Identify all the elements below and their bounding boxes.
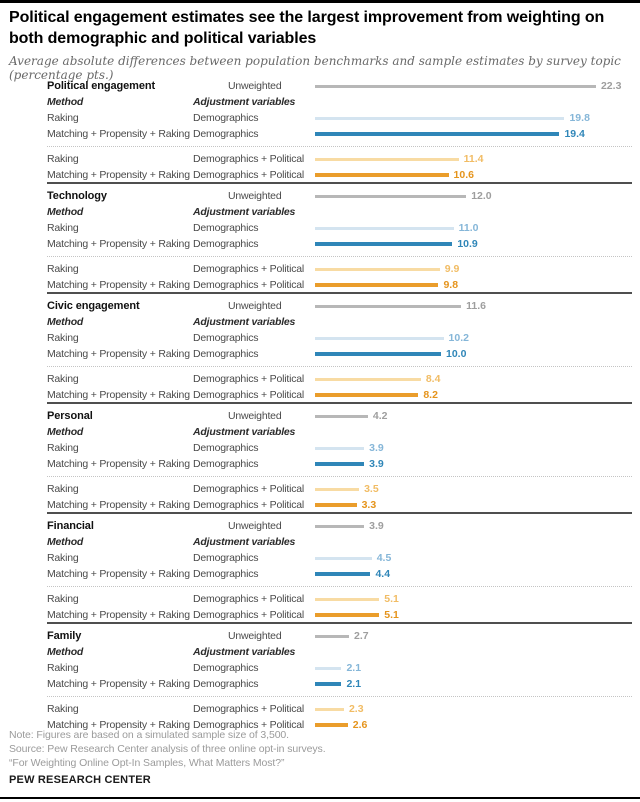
adjustment-label: Demographics — [193, 552, 259, 564]
bar-matching-demographics — [315, 682, 341, 686]
source-text: Source: Pew Research Center analysis of three online opt-in surveys. — [9, 743, 326, 755]
bar-raking-demographics — [315, 117, 564, 120]
bar-matching-demographics-value: 19.4 — [564, 128, 585, 140]
adjustment-label: Demographics + Political — [193, 703, 305, 715]
adjustment-label: Demographics + Political — [193, 169, 305, 181]
bar-raking-political — [315, 488, 359, 491]
bar-unweighted-cell — [315, 520, 632, 532]
chart-subtitle: Average absolute differences between population benchmarks and sample estimates by survey topic (percentage pts.) — [9, 54, 621, 82]
bar-raking-political — [315, 158, 459, 161]
data-row-raking-political — [47, 591, 632, 607]
bar-matching-political-value: 10.6 — [453, 169, 474, 181]
bar-unweighted-cell — [315, 190, 632, 202]
adjustment-label: Demographics — [193, 348, 259, 360]
column-headers-row — [47, 644, 632, 660]
method-label: Matching + Propensity + Raking — [47, 169, 190, 181]
bar-raking-political-value: 9.9 — [444, 263, 460, 275]
bar-raking-political-value: 3.5 — [364, 483, 379, 495]
group-divider — [47, 256, 632, 257]
bar-unweighted-value: 12.0 — [471, 190, 492, 202]
method-label: Raking — [47, 483, 79, 495]
bar-matching-political-value: 8.2 — [423, 389, 438, 401]
bar-matching-political-cell — [315, 499, 632, 511]
column-headers-row — [47, 534, 632, 550]
bar-matching-political-cell — [315, 389, 632, 401]
adjustment-label: Demographics + Political — [193, 389, 305, 401]
bar-matching-demographics-cell — [315, 128, 632, 140]
bar-raking-demographics-value: 3.9 — [369, 442, 384, 454]
unweighted-row — [47, 408, 632, 424]
bar-raking-political-cell — [315, 703, 632, 715]
bar-matching-political — [315, 723, 348, 727]
section-divider — [47, 182, 632, 184]
data-row-matching-demographics — [47, 126, 632, 142]
bar-matching-political — [315, 503, 357, 507]
bar-raking-political-cell — [315, 373, 632, 385]
adjustment-variables-header: Adjustment variables — [193, 426, 296, 438]
method-label: Raking — [47, 373, 79, 385]
bar-matching-political-value: 3.3 — [361, 499, 377, 511]
adjustment-variables-header: Adjustment variables — [193, 96, 296, 108]
adjustment-label: Demographics — [193, 458, 259, 470]
group-divider — [47, 696, 632, 697]
group-divider — [47, 476, 632, 477]
method-label: Matching + Propensity + Raking — [47, 238, 190, 250]
bar-raking-political-value: 5.1 — [384, 593, 399, 605]
bar-matching-political — [315, 283, 438, 287]
column-headers-row — [47, 204, 632, 220]
unweighted-row — [47, 518, 632, 534]
bar-unweighted-value: 3.9 — [369, 520, 384, 532]
bar-raking-demographics — [315, 227, 454, 230]
data-row-raking-political — [47, 701, 632, 717]
column-headers-row — [47, 94, 632, 110]
bar-matching-demographics-cell — [315, 568, 632, 580]
adjustment-label: Demographics — [193, 442, 259, 454]
bar-raking-political — [315, 598, 379, 601]
top-rule — [0, 0, 640, 3]
method-label: Raking — [47, 593, 79, 605]
bar-raking-political-value: 2.3 — [348, 703, 364, 715]
section-civic-engagement — [0, 293, 640, 403]
bar-raking-demographics — [315, 667, 341, 670]
method-label: Raking — [47, 153, 79, 165]
pew-brand: PEW RESEARCH CENTER — [9, 774, 151, 786]
bar-raking-political — [315, 268, 440, 271]
unweighted-label: Unweighted — [228, 300, 282, 312]
data-row-matching-demographics — [47, 676, 632, 692]
section-divider — [47, 292, 632, 294]
data-row-raking-demographics — [47, 330, 632, 346]
topic-label: Personal — [47, 410, 93, 422]
unweighted-row — [47, 298, 632, 314]
bar-unweighted-value: 11.6 — [466, 300, 487, 312]
section-divider — [47, 622, 632, 624]
method-label: Raking — [47, 552, 79, 564]
bar-matching-political-value: 5.1 — [384, 609, 399, 621]
bar-matching-demographics — [315, 242, 452, 246]
method-label: Matching + Propensity + Raking — [47, 719, 190, 731]
adjustment-label: Demographics + Political — [193, 153, 305, 165]
adjustment-label: Demographics + Political — [193, 609, 305, 621]
data-row-matching-demographics — [47, 236, 632, 252]
topic-label: Technology — [47, 190, 107, 202]
group-divider — [47, 586, 632, 587]
bar-unweighted-cell — [315, 410, 632, 422]
bar-raking-demographics — [315, 337, 444, 340]
bar-raking-demographics — [315, 447, 364, 450]
method-label: Raking — [47, 332, 79, 344]
method-label: Raking — [47, 222, 79, 234]
bar-raking-demographics-cell — [315, 662, 632, 674]
bar-unweighted-value: 4.2 — [372, 410, 388, 422]
section-family — [0, 623, 640, 733]
bar-matching-political-value: 2.6 — [352, 719, 368, 731]
bar-matching-demographics-value: 4.4 — [375, 568, 391, 580]
unweighted-label: Unweighted — [228, 190, 282, 202]
method-header: Method — [47, 96, 84, 108]
bar-matching-political-cell — [315, 609, 632, 621]
bar-unweighted-cell — [315, 80, 632, 92]
bar-raking-political-cell — [315, 263, 632, 275]
section-technology — [0, 183, 640, 293]
bar-unweighted — [315, 415, 368, 418]
data-row-raking-demographics — [47, 440, 632, 456]
unweighted-row — [47, 78, 632, 94]
bar-unweighted — [315, 525, 364, 528]
section-divider — [47, 402, 632, 404]
bar-raking-demographics-cell — [315, 552, 632, 564]
method-label: Matching + Propensity + Raking — [47, 568, 190, 580]
bar-unweighted — [315, 635, 349, 638]
data-row-matching-demographics — [47, 566, 632, 582]
method-label: Matching + Propensity + Raking — [47, 128, 190, 140]
bar-raking-demographics-value: 10.2 — [448, 332, 469, 344]
bar-chart — [0, 73, 640, 733]
method-header: Method — [47, 206, 84, 218]
bar-raking-demographics-value: 4.5 — [376, 552, 392, 564]
report-title-text: “For Weighting Online Opt-In Samples, What Matters Most?” — [9, 757, 285, 769]
adjustment-label: Demographics + Political — [193, 483, 305, 495]
adjustment-variables-header: Adjustment variables — [193, 316, 296, 328]
adjustment-label: Demographics — [193, 128, 259, 140]
adjustment-label: Demographics — [193, 568, 259, 580]
unweighted-row — [47, 188, 632, 204]
adjustment-label: Demographics + Political — [193, 719, 305, 731]
method-header: Method — [47, 646, 84, 658]
bar-raking-political-cell — [315, 483, 632, 495]
topic-label: Financial — [47, 520, 94, 532]
topic-label: Civic engagement — [47, 300, 140, 312]
bar-matching-demographics-cell — [315, 458, 632, 470]
section-divider — [47, 512, 632, 514]
data-row-raking-demographics — [47, 110, 632, 126]
data-row-matching-political — [47, 387, 632, 403]
adjustment-label: Demographics — [193, 238, 259, 250]
bar-raking-demographics-value: 11.0 — [458, 222, 479, 234]
bar-matching-demographics — [315, 132, 559, 136]
method-header: Method — [47, 316, 84, 328]
data-row-raking-demographics — [47, 220, 632, 236]
bar-raking-political-cell — [315, 153, 632, 165]
bar-unweighted — [315, 85, 596, 88]
adjustment-variables-header: Adjustment variables — [193, 536, 296, 548]
bar-matching-demographics-value: 2.1 — [346, 678, 362, 690]
bar-matching-demographics-value: 10.0 — [446, 348, 467, 360]
topic-label: Family — [47, 630, 82, 642]
section-personal — [0, 403, 640, 513]
method-label: Matching + Propensity + Raking — [47, 348, 190, 360]
bar-unweighted — [315, 305, 461, 308]
topic-label: Political engagement — [47, 80, 156, 92]
bar-matching-demographics-cell — [315, 678, 632, 690]
adjustment-label: Demographics — [193, 222, 259, 234]
unweighted-label: Unweighted — [228, 630, 282, 642]
bar-matching-demographics — [315, 572, 370, 576]
data-row-matching-political — [47, 607, 632, 623]
chart-title: Political engagement estimates see the largest improvement from weighting on both demographic and political variables — [9, 9, 605, 47]
group-divider — [47, 366, 632, 367]
bar-raking-political-cell — [315, 593, 632, 605]
bar-matching-demographics — [315, 462, 364, 466]
method-label: Matching + Propensity + Raking — [47, 678, 190, 690]
bar-matching-demographics-cell — [315, 348, 632, 360]
adjustment-label: Demographics + Political — [193, 373, 305, 385]
bar-unweighted-value: 22.3 — [600, 80, 622, 92]
unweighted-label: Unweighted — [228, 410, 282, 422]
bar-unweighted-cell — [315, 630, 632, 642]
bar-raking-political — [315, 708, 344, 711]
data-row-raking-demographics — [47, 660, 632, 676]
method-label: Matching + Propensity + Raking — [47, 458, 190, 470]
adjustment-label: Demographics + Political — [193, 499, 305, 511]
column-headers-row — [47, 424, 632, 440]
method-header: Method — [47, 426, 84, 438]
method-label: Raking — [47, 112, 79, 124]
group-divider — [47, 146, 632, 147]
data-row-matching-political — [47, 167, 632, 183]
data-row-raking-political — [47, 151, 632, 167]
section-political-engagement — [0, 73, 640, 183]
adjustment-label: Demographics + Political — [193, 279, 305, 291]
bar-matching-demographics-value: 3.9 — [369, 458, 384, 470]
adjustment-label: Demographics — [193, 332, 259, 344]
bar-matching-demographics-cell — [315, 238, 632, 250]
data-row-matching-political — [47, 277, 632, 293]
method-label: Matching + Propensity + Raking — [47, 279, 190, 291]
bar-raking-political — [315, 378, 421, 381]
bar-raking-demographics-cell — [315, 222, 632, 234]
note-text: Note: Figures are based on a simulated sample size of 3,500. — [9, 729, 289, 741]
method-label: Matching + Propensity + Raking — [47, 499, 190, 511]
bar-raking-demographics-cell — [315, 332, 632, 344]
method-label: Raking — [47, 263, 79, 275]
unweighted-label: Unweighted — [228, 520, 282, 532]
bottom-rule — [0, 797, 640, 799]
adjustment-variables-header: Adjustment variables — [193, 206, 296, 218]
bar-raking-demographics-cell — [315, 442, 632, 454]
bar-matching-demographics-value: 10.9 — [457, 238, 478, 250]
bar-raking-demographics-value: 19.8 — [569, 112, 590, 124]
footer-notes — [9, 728, 629, 770]
data-row-matching-demographics — [47, 456, 632, 472]
adjustment-label: Demographics — [193, 662, 259, 674]
adjustment-label: Demographics + Political — [193, 593, 305, 605]
bar-matching-political — [315, 173, 449, 177]
adjustment-variables-header: Adjustment variables — [193, 646, 296, 658]
bar-raking-demographics-cell — [315, 112, 632, 124]
adjustment-label: Demographics — [193, 678, 259, 690]
data-row-matching-demographics — [47, 346, 632, 362]
bar-unweighted-cell — [315, 300, 632, 312]
data-row-raking-political — [47, 261, 632, 277]
section-financial — [0, 513, 640, 623]
unweighted-label: Unweighted — [228, 80, 282, 92]
method-label: Matching + Propensity + Raking — [47, 609, 190, 621]
unweighted-row — [47, 628, 632, 644]
adjustment-label: Demographics — [193, 112, 259, 124]
bar-matching-political-value: 9.8 — [443, 279, 459, 291]
data-row-raking-political — [47, 481, 632, 497]
bar-raking-demographics — [315, 557, 372, 560]
bar-unweighted — [315, 195, 466, 198]
bar-raking-demographics-value: 2.1 — [346, 662, 362, 674]
method-label: Raking — [47, 442, 79, 454]
method-label: Raking — [47, 662, 79, 674]
bar-matching-political — [315, 393, 418, 397]
data-row-matching-political — [47, 497, 632, 513]
method-label: Raking — [47, 703, 79, 715]
adjustment-label: Demographics + Political — [193, 263, 305, 275]
bar-unweighted-value: 2.7 — [354, 630, 369, 642]
column-headers-row — [47, 314, 632, 330]
bar-raking-political-value: 11.4 — [463, 153, 484, 165]
bar-raking-political-value: 8.4 — [425, 373, 441, 385]
method-header: Method — [47, 536, 84, 548]
method-label: Matching + Propensity + Raking — [47, 389, 190, 401]
data-row-raking-political — [47, 371, 632, 387]
bar-matching-demographics — [315, 352, 441, 356]
bar-matching-political-cell — [315, 279, 632, 291]
bar-matching-political — [315, 613, 379, 617]
bar-matching-political-cell — [315, 169, 632, 181]
data-row-raking-demographics — [47, 550, 632, 566]
